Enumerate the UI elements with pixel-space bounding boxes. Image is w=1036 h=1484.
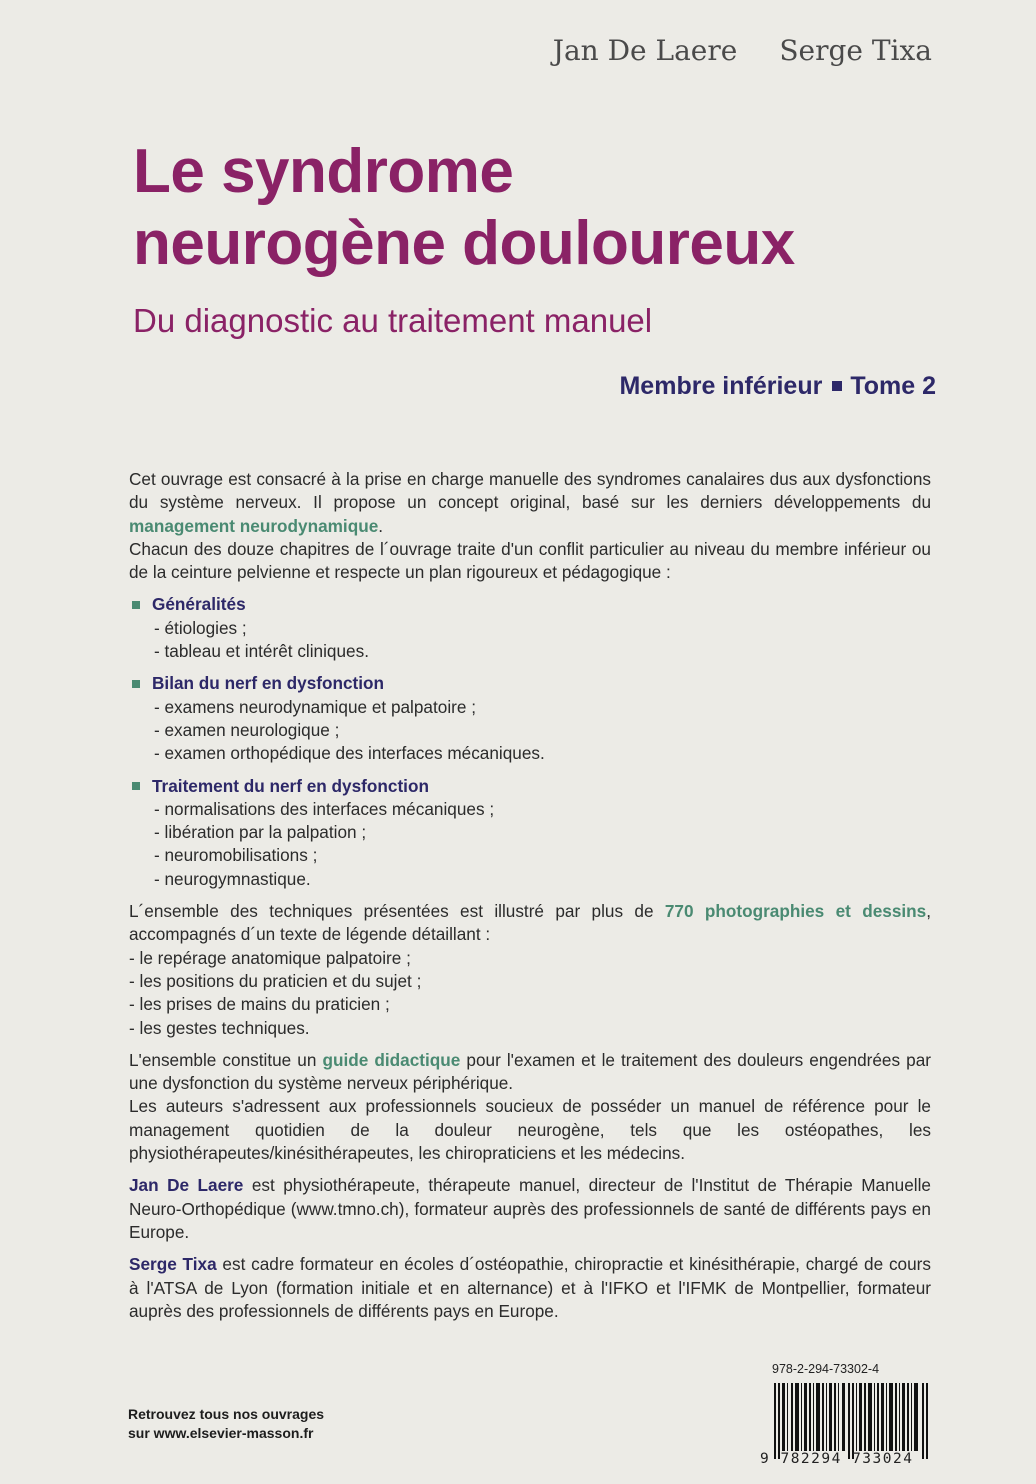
square-bullet-icon — [132, 782, 140, 790]
authors — [553, 34, 932, 67]
section-heading: Généralités — [152, 594, 246, 615]
square-bullet-icon — [132, 680, 140, 688]
barcode-digits: 9 782294 733024 — [760, 1451, 914, 1467]
title-line-2: neurogène douloureux — [133, 209, 795, 278]
barcode-icon — [772, 1383, 932, 1459]
audience-paragraph: Les auteurs s'adressent aux professionnels soucieux de posséder un manuel de référence pour le management quotidien de la douleur neurogène, tels que les ostéopathes, les physiothérapeutes/kinésithérapeutes, les chiropraticiens et les médecins. — [129, 1096, 931, 1164]
author-1: Jan De Laere — [552, 34, 738, 67]
techniques-paragraph: L´ensemble des techniques présentées est illustré par plus de 770 photographies et dessins, accompagnés d´un texte de légende détaillant : — [129, 901, 931, 945]
square-bullet-icon — [132, 601, 140, 609]
list-item: - le repérage anatomique palpatoire ; — [129, 947, 411, 968]
footer-line-1: Retrouvez tous nos ouvrages — [128, 1406, 325, 1422]
list-item: - examen orthopédique des interfaces mécaniques. — [154, 743, 545, 764]
list-item: - neurogymnastique. — [154, 868, 311, 889]
back-cover-text — [129, 468, 931, 1323]
highlight-management: management neurodynamique — [129, 515, 379, 536]
section-bilan — [129, 672, 931, 765]
book-title — [133, 136, 993, 280]
title-line-1: Le syndrome — [133, 137, 514, 206]
section-heading: Traitement du nerf en dysfonction — [152, 775, 429, 796]
bio-serge-tixa: Serge Tixa est cadre formateur en écoles d´ostéopathie, chiropractie et kinésithérapie, chargé de cours à l'ATSA de Lyon (formation initiale et en alternance) et à l'IFKO et l'IFMK de Montpellier, formateur auprès des professionnels de différents pays en Europe. — [129, 1254, 931, 1321]
list-item: - les prises de mains du praticien ; — [129, 994, 390, 1015]
highlight-photos: 770 photographies et dessins — [664, 901, 927, 922]
guide-paragraph: L'ensemble constitue un guide didactique pour l'examen et le traitement des douleurs engendrées par une dysfonction du système nerveux périphérique. — [129, 1049, 931, 1094]
author-2: Serge Tixa — [779, 34, 932, 67]
list-item: - libération par la palpation ; — [154, 822, 367, 843]
isbn-text: 978-2-294-73302-4 — [772, 1362, 880, 1376]
section-heading: Bilan du nerf en dysfonction — [152, 673, 385, 694]
list-item: - examens neurodynamique et palpatoire ; — [154, 696, 476, 717]
section-traitement — [129, 775, 931, 891]
publisher-footer — [128, 1405, 324, 1443]
bio-jan-de-laere: Jan De Laere est physiothérapeute, thérapeute manuel, directeur de l'Institut de Thérapie Manuelle Neuro-Orthopédique (www.tmno.ch), formateur auprès des professionnels de santé de différents pays en Europe. — [129, 1175, 931, 1242]
list-item: - neuromobilisations ; — [154, 845, 318, 866]
square-bullet-icon — [832, 381, 842, 391]
list-item: - les gestes techniques. — [129, 1017, 310, 1038]
section-generalites — [129, 593, 931, 663]
list-item: - examen neurologique ; — [154, 719, 340, 740]
volume-part: Membre inférieur — [619, 372, 823, 400]
list-item: - étiologies ; — [154, 617, 247, 638]
volume-line — [619, 372, 936, 401]
subtitle: Du diagnostic au traitement manuel — [133, 302, 653, 339]
intro-paragraph: Cet ouvrage est consacré à la prise en charge manuelle des syndromes canalaires dus aux dysfonctions du système nerveux. Il propose un concept original, basé sur les derniers développements du management neurodynamique. — [129, 469, 931, 536]
footer-website: sur www.elsevier-masson.fr — [128, 1425, 314, 1441]
list-item: - normalisations des interfaces mécaniques ; — [154, 798, 495, 819]
chapters-paragraph: Chacun des douze chapitres de l´ouvrage traite d'un conflit particulier au niveau du membre inférieur ou de la ceinture pelvienne et respecte un plan rigoureux et pédagogique : — [129, 538, 931, 583]
volume-tome: Tome 2 — [850, 372, 936, 400]
list-item: - les positions du praticien et du sujet ; — [129, 970, 422, 991]
list-item: - tableau et intérêt cliniques. — [154, 641, 369, 662]
highlight-guide: guide didactique — [322, 1049, 461, 1070]
